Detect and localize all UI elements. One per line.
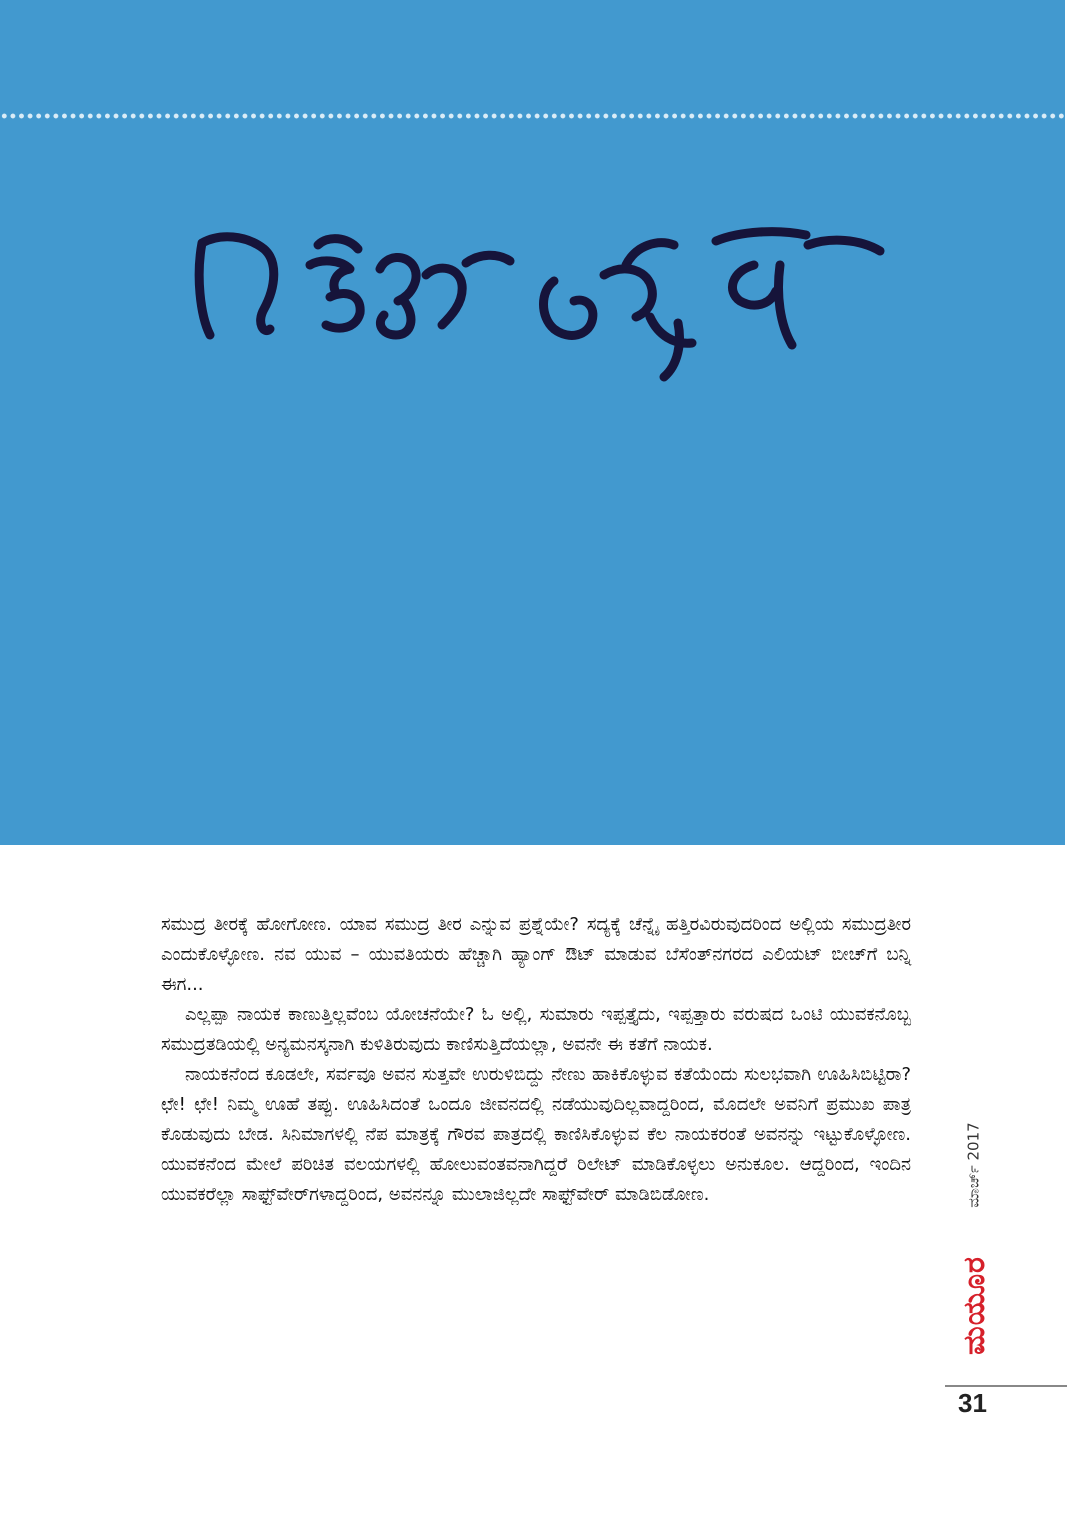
article-paragraph-1: ಸಮುದ್ರ ತೀರಕ್ಕೆ ಹೋಗೋಣ. ಯಾವ ಸಮುದ್ರ ತೀರ ಎನ್ನುವ ಪ್ರಶ್ನೆಯೇ? ಸದ್ಯಕ್ಕೆ ಚೆನ್ನೈ ಹತ್ತಿರವಿರುವುದರಿಂದ ಅಲ್ಲಿಯ ಸಮುದ್ರತೀರ ಎಂದುಕೊಳ್ಳೋಣ. ನವ ಯುವ – ಯುವತಿಯರು ಹೆಚ್ಚಾಗಿ ಹ್ಯಾಂಗ್ ಔಟ್ ಮಾಡುವ ಬೆಸೆಂತ್‌ನಗರದ ಎಲಿಯಟ್ ಬೀಚ್‌ಗೆ ಬನ್ನಿ ಈಗ... — [161, 914, 911, 995]
article-paragraph-3: ನಾಯಕನೆಂದ ಕೂಡಲೇ, ಸರ್ವವೂ ಅವನ ಸುತ್ತವೇ ಉರುಳಿಬಿದ್ದು ನೇಣು ಹಾಕಿಕೊಳ್ಳುವ ಕತೆಯೆಂದು ಸುಲಭವಾಗಿ ಊಹಿಸಿಬಿಟ್ಟಿರಾ? ಛೇ! ಛೇ! ನಿಮ್ಮ ಊಹೆ ತಪ್ಪು. ಊಹಿಸಿದಂತೆ ಒಂದೂ ಜೀವನದಲ್ಲಿ ನಡೆಯುವುದಿಲ್ಲವಾದ್ದರಿಂದ, ಮೊದಲೇ ಅವನಿಗೆ ಪ್ರಮುಖ ಪಾತ್ರ ಕೊಡುವುದು ಬೇಡ. ಸಿನಿಮಾಗಳಲ್ಲಿ ನೆಪ ಮಾತ್ರಕ್ಕೆ ಗೌರವ ಪಾತ್ರದಲ್ಲಿ ಕಾಣಿಸಿಕೊಳ್ಳುವ ಕೆಲ ನಾಯಕರಂತೆ ಅವನನ್ನು ಇಟ್ಟುಕೊಳ್ಳೋಣ. ಯುವಕನೆಂದ ಮೇಲೆ ಪರಿಚಿತ ವಲಯಗಳಲ್ಲಿ ಹೋಲುವಂತವನಾಗಿದ್ದರೆ ರಿಲೇಟ್ ಮಾಡಿಕೊಳ್ಳಲು ಅನುಕೂಲ. ಆದ್ದರಿಂದ, ಇಂದಿನ ಯುವಕರೆಲ್ಲಾ ಸಾಫ್ಟ್‌ವೇರ್‌ಗಳಾದ್ದರಿಂದ, ಅವನನ್ನೂ ಮುಲಾಜಿಲ್ಲದೇ ಸಾಫ್ಟ್‌ವೇರ್ ಮಾಡಿಬಿಡೋಣ. — [161, 1064, 911, 1205]
issue-date — [950, 1100, 998, 1230]
dotted-divider — [0, 112, 1065, 120]
magazine-logo — [950, 1240, 998, 1370]
magazine-name: ಮಯೂರ — [956, 1255, 992, 1355]
footer-rule — [945, 1385, 1067, 1387]
article-body — [161, 910, 911, 1210]
article-paragraph-2: ಎಲ್ಲಪ್ಪಾ ನಾಯಕ ಕಾಣುತ್ತಿಲ್ಲವೆಂಬ ಯೋಚನೆಯೇ? ಓ ಅಲ್ಲಿ, ಸುಮಾರು ಇಪ್ಪತ್ತೈದು, ಇಪ್ಪತ್ತಾರು ವರುಷದ ಒಂಟಿ ಯುವಕನೊಬ್ಬ ಸಮುದ್ರತಡಿಯಲ್ಲಿ ಅನ್ಯಮನಸ್ಕನಾಗಿ ಕುಳಿತಿರುವುದು ಕಾಣಿಸುತ್ತಿದೆಯಲ್ಲಾ, ಅವನೇ ಈ ಕತೆಗೆ ನಾಯಕ. — [161, 1004, 911, 1055]
magazine-sidebar — [950, 1100, 998, 1365]
issue-date-text: ಮಾರ್ಚ್ 2017 — [965, 1122, 984, 1208]
page-number: 31 — [958, 1388, 987, 1418]
handwritten-title-art — [180, 205, 900, 390]
